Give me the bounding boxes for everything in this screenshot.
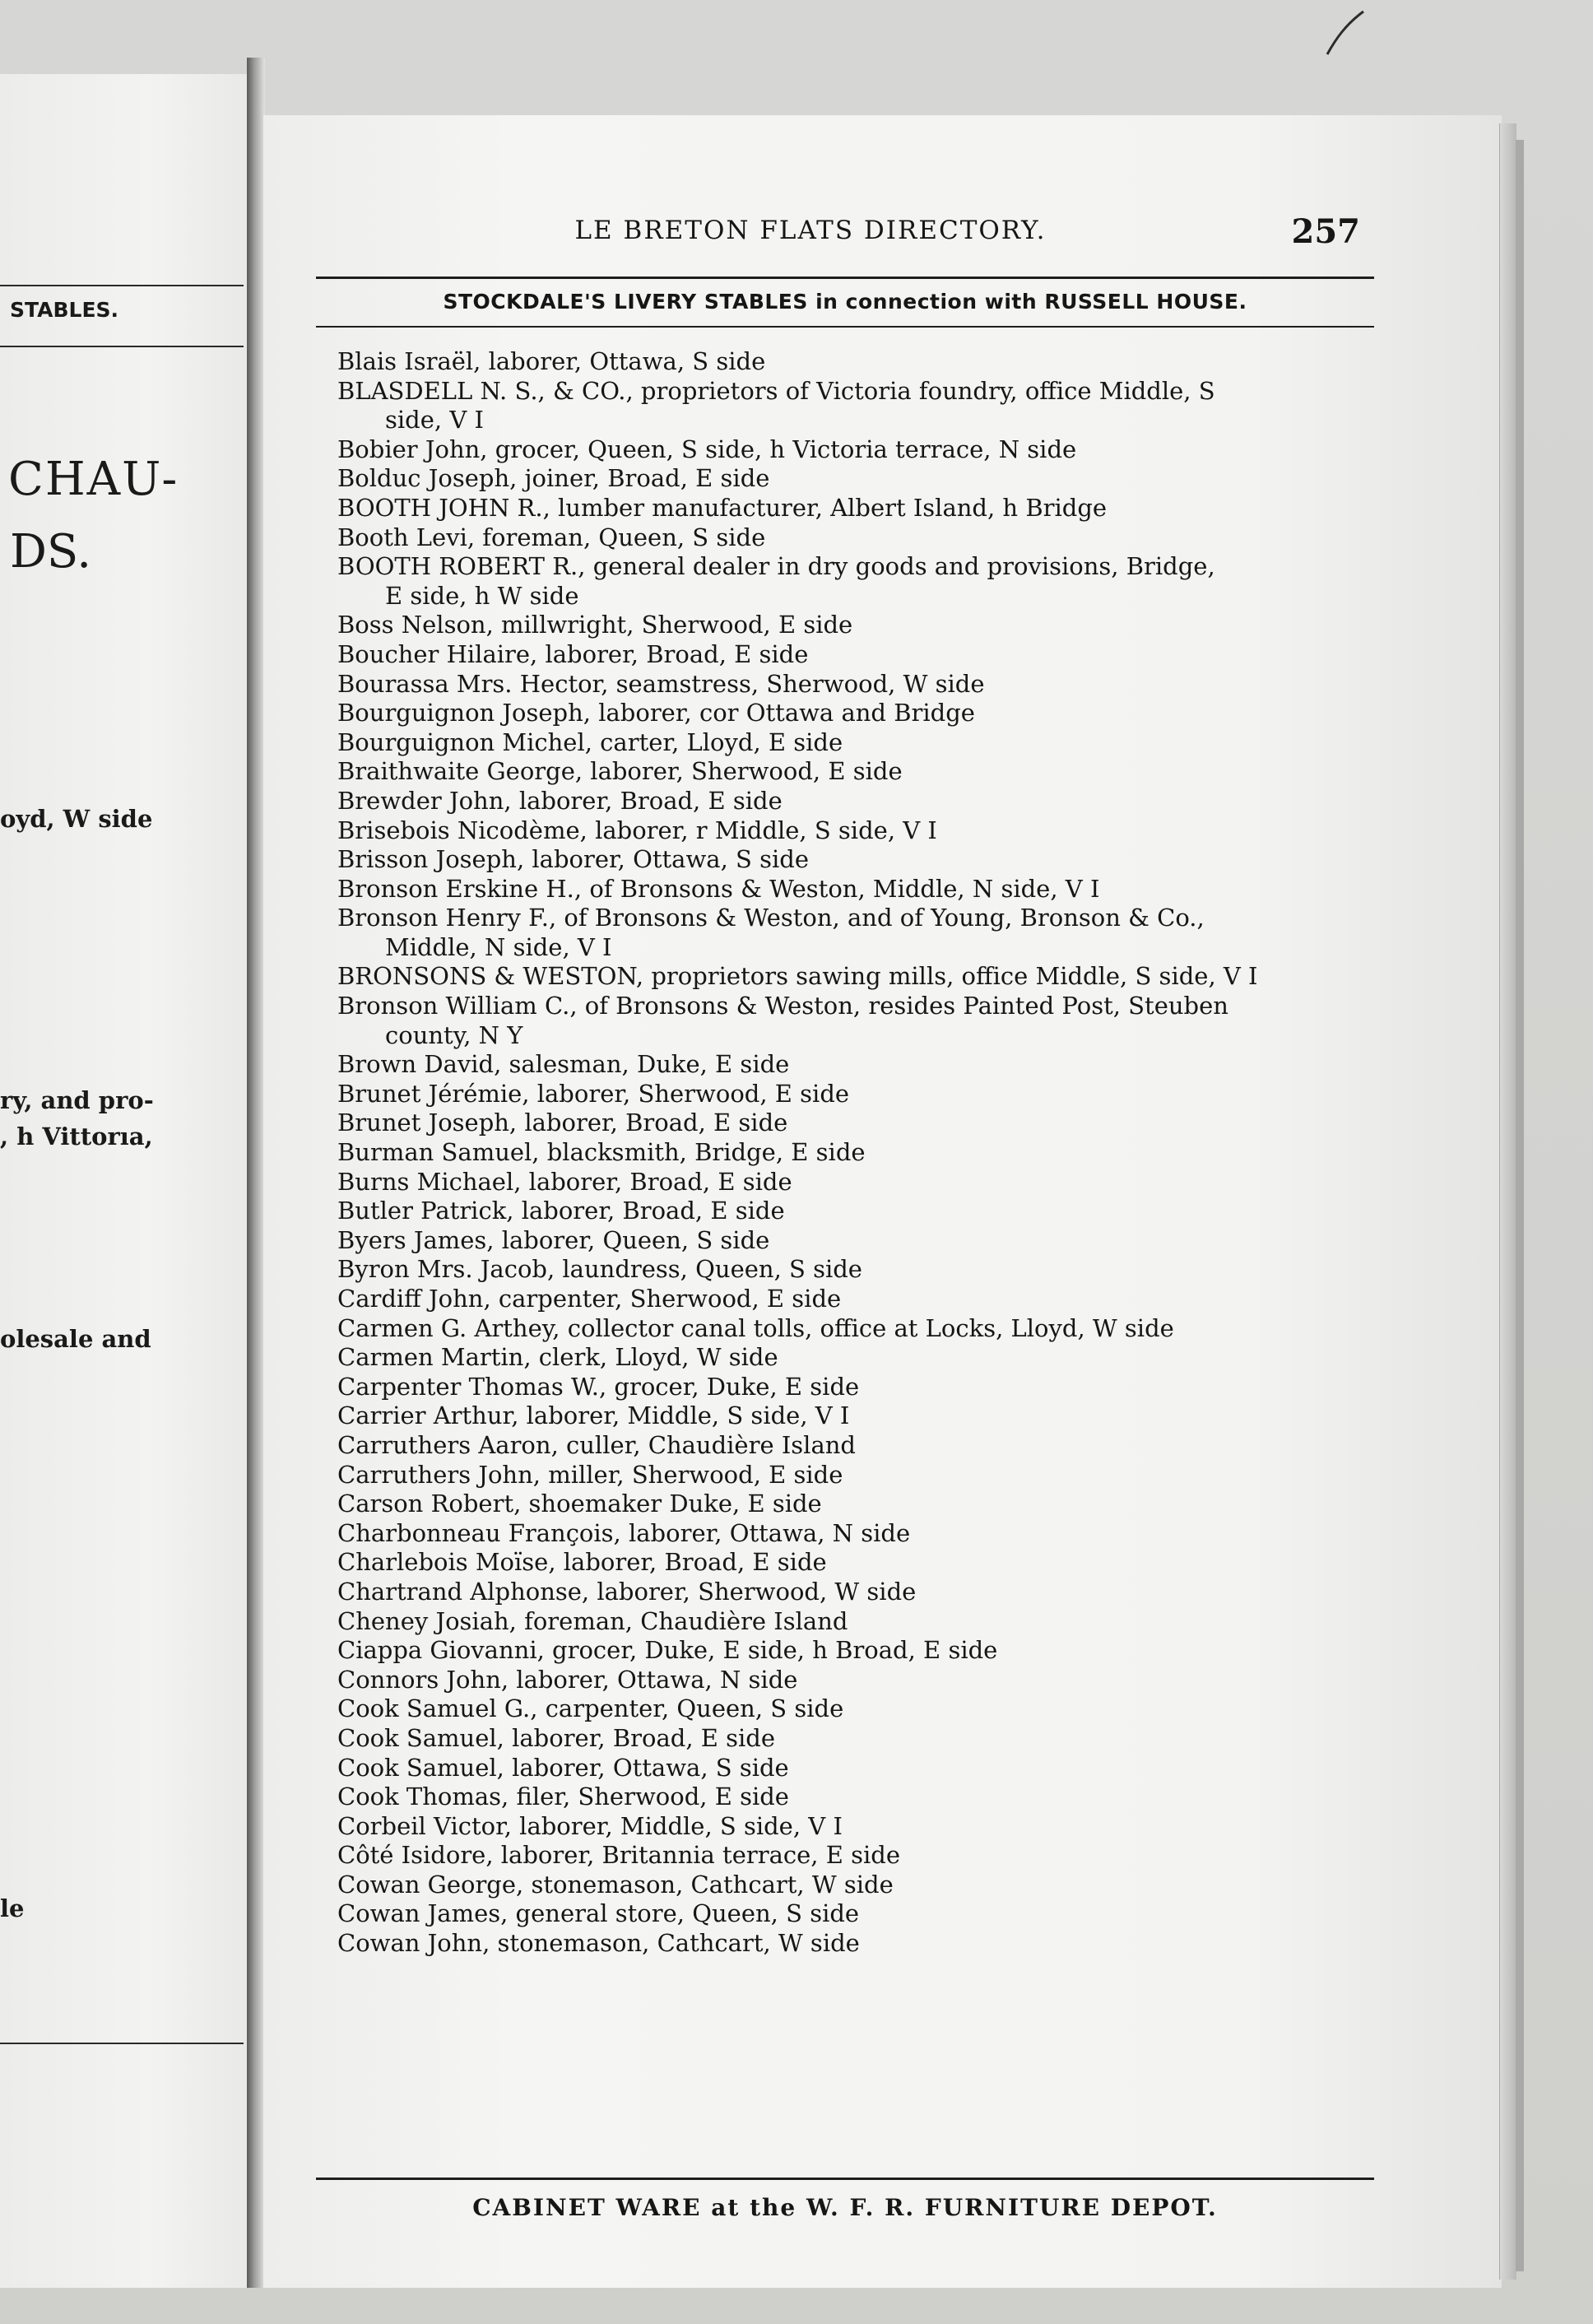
directory-entry: Brunet Jérémie, laborer, Sherwood, E side (337, 1079, 850, 1108)
directory-entry: Ciappa Giovanni, grocer, Duke, E side, h Broad, E side (337, 1636, 998, 1665)
left-fragment-line: oyd, W side (0, 805, 153, 833)
directory-entry: Cook Samuel, laborer, Ottawa, S side (337, 1753, 789, 1782)
directory-entry: Brisebois Nicodème, laborer, r Middle, S side, V I (337, 816, 937, 844)
left-top-rule (0, 285, 244, 286)
directory-entry: Carson Robert, shoemaker Duke, E side (337, 1490, 822, 1518)
banner-rule (316, 326, 1374, 328)
directory-entry: Burns Michael, laborer, Broad, E side (337, 1167, 792, 1196)
directory-entry: Cowan George, stonemason, Cathcart, W side (337, 1870, 894, 1899)
directory-entry: Carrier Arthur, laborer, Middle, S side, V I (337, 1401, 850, 1430)
directory-entry: Bourguignon Michel, carter, Lloyd, E side (337, 727, 843, 756)
directory-entry: Cardiff John, carpenter, Sherwood, E side (337, 1285, 842, 1313)
directory-entry: Cook Samuel G., carpenter, Queen, S side (337, 1694, 844, 1723)
directory-entry: Blais Israël, laborer, Ottawa, S side (337, 347, 766, 375)
directory-entry: Bourassa Mrs. Hector, seamstress, Sherwood, W side (337, 669, 985, 698)
directory-entry: Bobier John, grocer, Queen, S side, h Victoria terrace, N side (337, 435, 1077, 463)
directory-entry: Carruthers Aaron, culler, Chaudière Island (337, 1430, 856, 1459)
directory-entry: Connors John, laborer, Ottawa, N side (337, 1665, 798, 1694)
top-rule (316, 277, 1374, 279)
directory-entry: Charlebois Moïse, laborer, Broad, E side (337, 1548, 827, 1577)
directory-entry: Bronson William C., of Bronsons & Weston, resides Painted Post, Steuben county, N Y (337, 992, 1228, 1049)
page-number: 257 (1291, 212, 1360, 251)
directory-entry: Braithwaite George, laborer, Sherwood, E side (337, 757, 903, 786)
directory-entry: Byron Mrs. Jacob, laundress, Queen, S side (337, 1255, 862, 1284)
left-bottom-rule (0, 2043, 244, 2044)
directory-entry: Brisson Joseph, laborer, Ottawa, S side (337, 845, 809, 874)
left-fragment-line: ry, and pro- (0, 1086, 154, 1114)
directory-entry: Bourguignon Joseph, laborer, cor Ottawa and Bridge (337, 699, 975, 727)
directory-entry: Butler Patrick, laborer, Broad, E side (337, 1197, 785, 1225)
running-head: LE BRETON FLATS DIRECTORY. (574, 216, 1047, 245)
left-fragment-line: olesale and (0, 1325, 151, 1353)
directory-entry: Bronson Henry F., of Bronsons & Weston, and of Young, Bronson & Co., Middle, N side, V I (337, 904, 1205, 961)
left-header-rule (0, 346, 244, 347)
directory-entry: BLASDELL N. S., & CO., proprietors of Victoria foundry, office Middle, S side, V I (337, 376, 1215, 435)
book-gutter (247, 58, 265, 2288)
directory-entry: Carruthers John, miller, Sherwood, E side (337, 1460, 843, 1489)
left-header: STABLES. (10, 298, 119, 322)
bottom-rule (316, 2178, 1374, 2180)
directory-entry: Brown David, salesman, Duke, E side (337, 1050, 790, 1079)
previous-page-fragment (0, 74, 248, 2288)
directory-entry: Charbonneau François, laborer, Ottawa, N side (337, 1518, 911, 1547)
directory-entries (337, 347, 1374, 1959)
left-fragment-line: DS. (10, 525, 92, 579)
directory-entry: Boucher Hilaire, laborer, Broad, E side (337, 639, 809, 668)
directory-entry: Côté Isidore, laborer, Britannia terrace, E side (337, 1841, 900, 1870)
directory-entry: Carmen Martin, clerk, Lloyd, W side (337, 1343, 778, 1372)
directory-entry: Bronson Erskine H., of Bronsons & Weston, Middle, N side, V I (337, 874, 1100, 903)
directory-entry: Carpenter Thomas W., grocer, Duke, E side (337, 1372, 860, 1401)
directory-entry: Burman Samuel, blacksmith, Bridge, E side (337, 1138, 866, 1167)
page-edge (1499, 123, 1516, 2280)
directory-entry: Corbeil Victor, laborer, Middle, S side, V I (337, 1811, 843, 1840)
top-advertisement-banner: STOCKDALE'S LIVERY STABLES in connection with RUSSELL HOUSE. (443, 290, 1247, 314)
directory-entry: Cook Samuel, laborer, Broad, E side (337, 1723, 776, 1752)
directory-entry: Brewder John, laborer, Broad, E side (337, 786, 783, 815)
directory-entry: Cowan James, general store, Queen, S side (337, 1899, 860, 1928)
directory-page (263, 115, 1502, 2288)
directory-entry: Cowan John, stonemason, Cathcart, W side (337, 1929, 860, 1958)
directory-entry: Byers James, laborer, Queen, S side (337, 1225, 770, 1254)
directory-entry: Chartrand Alphonse, laborer, Sherwood, W side (337, 1577, 917, 1606)
left-fragment-line: CHAU- (8, 453, 179, 506)
directory-entry: Brunet Joseph, laborer, Broad, E side (337, 1109, 788, 1137)
left-fragment-line: le (0, 1894, 25, 1922)
directory-entry: BRONSONS & WESTON, proprietors sawing mills, office Middle, S side, V I (337, 962, 1258, 991)
directory-entry: Carmen G. Arthey, collector canal tolls, office at Locks, Lloyd, W side (337, 1313, 1174, 1342)
directory-entry: Boss Nelson, millwright, Sherwood, E side (337, 611, 853, 639)
directory-entry: Booth Levi, foreman, Queen, S side (337, 523, 766, 551)
directory-entry: BOOTH JOHN R., lumber manufacturer, Albert Island, h Bridge (337, 493, 1108, 522)
directory-entry: Cheney Josiah, foreman, Chaudière Island (337, 1606, 848, 1635)
pencil-mark (1321, 7, 1370, 56)
directory-entry: Bolduc Joseph, joiner, Broad, E side (337, 464, 770, 493)
bottom-advertisement-banner: CABINET WARE at the W. F. R. FURNITURE DEPOT. (472, 2194, 1218, 2221)
page-edge-shadow (1516, 140, 1524, 2271)
left-fragment-line: , h Vittorıa, (0, 1122, 153, 1150)
directory-entry: Cook Thomas, filer, Sherwood, E side (337, 1783, 789, 1811)
directory-entry: BOOTH ROBERT R., general dealer in dry goods and provisions, Bridge, E side, h W side (337, 552, 1215, 610)
